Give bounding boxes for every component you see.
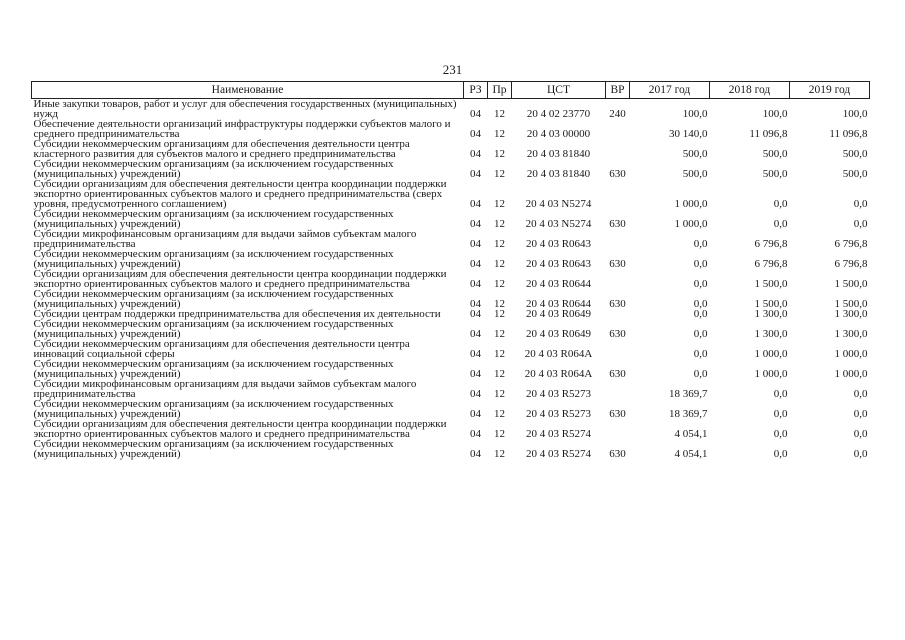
cell-cst: 20 4 03 81840 [526,148,591,160]
cell-rz: 04 [470,448,481,460]
budget-table [31,81,870,459]
cell-rz: 04 [470,408,481,420]
cell-rz: 04 [470,428,481,440]
cell-pr: 12 [494,328,505,340]
cell-pr: 12 [494,238,505,250]
cell-vr: 630 [609,408,626,420]
cell-rz: 04 [470,278,481,290]
cell-2018: 0,0 [773,448,788,460]
header-vr: ВР [606,82,630,99]
table-row [32,179,870,209]
cell-pr: 12 [494,168,505,180]
cell-2019: 1 000,0 [834,368,868,380]
cell-2017: 0,0 [693,238,708,250]
cell-2018: 500,0 [762,148,788,160]
cell-2019: 1 500,0 [834,278,868,290]
cell-cst: 20 4 03 R5274 [525,428,592,440]
cell-vr [606,419,630,439]
cell-cst: 20 4 02 23770 [526,108,591,120]
cell-2019: 0,0 [853,448,868,460]
cell-pr: 12 [494,388,505,400]
cell-vr [606,229,630,249]
cell-2018: 0,0 [773,428,788,440]
table-header-row [32,82,870,99]
cell-vr: 630 [609,448,626,460]
cell-2017: 500,0 [682,148,708,160]
cell-2018: 0,0 [773,218,788,230]
cell-2019: 0,0 [853,388,868,400]
cell-2017: 4 054,1 [674,448,708,460]
header-2018: 2018 год [710,82,790,99]
cell-pr: 12 [494,298,505,310]
cell-2019: 0,0 [853,198,868,210]
cell-pr: 12 [494,448,505,460]
cell-rz: 04 [470,218,481,230]
cell-name: Субсидии некоммерческим организациям (за исключением государственных (муниципальных) учреждений) [33,288,394,310]
table-row [32,229,870,249]
cell-cst: 20 4 03 R0649 [525,308,592,320]
table-row [32,379,870,399]
cell-2019: 0,0 [853,218,868,230]
cell-vr [606,269,630,289]
header-name: Наименование [32,82,464,99]
cell-2019: 500,0 [842,168,868,180]
cell-2017: 0,0 [693,278,708,290]
cell-vr: 630 [609,368,626,380]
cell-2017: 0,0 [693,308,708,320]
cell-rz: 04 [470,368,481,380]
cell-name: Субсидии некоммерческим организациям для обеспечения деятельности центра кластерного развития для субъектов малого и среднего предпринимательства [33,138,410,160]
cell-cst: 20 4 03 N5274 [525,218,592,230]
cell-pr: 12 [494,108,505,120]
cell-vr [606,339,630,359]
cell-vr [606,179,630,209]
table-row [32,289,870,309]
cell-vr: 630 [609,168,626,180]
cell-pr: 12 [494,198,505,210]
cell-vr [606,119,630,139]
cell-name: Субсидии некоммерческим организациям (за исключением государственных (муниципальных) учреждений) [33,248,394,270]
cell-2019: 100,0 [842,108,868,120]
table-row [32,319,870,339]
cell-pr: 12 [494,258,505,270]
cell-2018: 11 096,8 [749,128,788,140]
cell-2017: 500,0 [682,168,708,180]
cell-cst: 20 4 03 R0643 [525,238,592,250]
cell-vr: 240 [609,108,626,120]
table-row [32,99,870,120]
cell-vr [606,309,630,319]
cell-cst: 20 4 03 R0649 [525,328,592,340]
cell-rz: 04 [470,328,481,340]
cell-rz: 04 [470,308,481,320]
cell-2018: 1 500,0 [754,298,788,310]
cell-2018: 6 796,8 [754,258,788,270]
cell-cst: 20 4 03 N5274 [525,198,592,210]
cell-cst: 20 4 03 81840 [526,168,591,180]
cell-2018: 100,0 [762,108,788,120]
page-number: 231 [442,62,463,77]
cell-cst: 20 4 03 00000 [526,128,591,140]
cell-rz: 04 [470,258,481,270]
cell-rz: 04 [470,238,481,250]
cell-2019: 6 796,8 [834,238,868,250]
cell-name: Субсидии микрофинансовым организациям для выдачи займов субъектам малого предпринимательства [33,378,417,400]
cell-pr: 12 [494,428,505,440]
table-row [32,119,870,139]
cell-vr: 630 [609,258,626,270]
cell-rz: 04 [470,348,481,360]
header-pr: Пр [488,82,512,99]
cell-name: Субсидии некоммерческим организациям (за исключением государственных (муниципальных) учреждений) [33,158,394,180]
cell-name: Субсидии некоммерческим организациям (за исключением государственных (муниципальных) учреждений) [33,358,394,380]
header-cst: ЦСТ [512,82,606,99]
cell-2018: 1 000,0 [754,368,788,380]
cell-2018: 500,0 [762,168,788,180]
cell-2018: 1 300,0 [754,308,788,320]
table-row [32,209,870,229]
cell-pr: 12 [494,348,505,360]
cell-2018: 1 500,0 [754,278,788,290]
cell-name: Субсидии некоммерческим организациям (за исключением государственных (муниципальных) учреждений) [33,208,394,230]
table-body [32,99,870,460]
cell-name: Субсидии некоммерческим организациям (за исключением государственных (муниципальных) учреждений) [33,398,394,420]
cell-pr: 12 [494,148,505,160]
table-row [32,419,870,439]
cell-2019: 0,0 [853,408,868,420]
cell-2019: 500,0 [842,148,868,160]
cell-name: Обеспечение деятельности организаций инфраструктуры поддержки субъектов малого и среднего предпринимательства [33,118,451,140]
cell-cst: 20 4 03 R5273 [525,388,592,400]
cell-2018: 0,0 [773,408,788,420]
cell-2018: 6 796,8 [754,238,788,250]
cell-cst: 20 4 03 R0643 [525,258,592,270]
cell-pr: 12 [494,308,505,320]
table-row [32,159,870,179]
cell-vr: 630 [609,218,626,230]
cell-cst: 20 4 03 R0644 [525,278,592,290]
cell-2017: 0,0 [693,328,708,340]
cell-rz: 04 [470,148,481,160]
cell-pr: 12 [494,218,505,230]
cell-name: Субсидии некоммерческим организациям (за исключением государственных (муниципальных) учреждений) [33,318,394,340]
cell-cst: 20 4 03 R064A [524,368,593,380]
cell-name: Иные закупки товаров, работ и услуг для обеспечения государственных (муниципальных) нужд [33,98,457,120]
cell-name: Субсидии организациям для обеспечения деятельности центра координации поддержки экспортно ориентированных субъектов малого и среднего предпринимательства [33,418,447,440]
cell-2019: 1 000,0 [834,348,868,360]
cell-2019: 1 300,0 [834,308,868,320]
cell-name: Субсидии центрам поддержки предпринимательства для обеспечения их деятельности [33,308,441,320]
cell-name: Субсидии микрофинансовым организациям для выдачи займов субъектам малого предпринимательства [33,228,417,250]
cell-2018: 0,0 [773,198,788,210]
cell-2017: 0,0 [693,368,708,380]
cell-2017: 0,0 [693,348,708,360]
table-row [32,269,870,289]
header-2017: 2017 год [630,82,710,99]
cell-2019: 0,0 [853,428,868,440]
cell-2019: 6 796,8 [834,258,868,270]
table-row [32,399,870,419]
cell-name: Субсидии некоммерческим организациям (за исключением государственных (муниципальных) учреждений) [33,438,394,460]
cell-2017: 1 000,0 [674,218,708,230]
cell-pr: 12 [494,128,505,140]
table-row [32,139,870,159]
table-row [32,249,870,269]
cell-2017: 18 369,7 [669,408,708,420]
header-2019: 2019 год [790,82,870,99]
table-row [32,359,870,379]
cell-pr: 12 [494,278,505,290]
cell-rz: 04 [470,198,481,210]
cell-2017: 1 000,0 [674,198,708,210]
cell-2018: 1 300,0 [754,328,788,340]
cell-rz: 04 [470,298,481,310]
cell-2018: 1 000,0 [754,348,788,360]
table-row [32,339,870,359]
cell-2017: 18 369,7 [669,388,708,400]
cell-vr: 630 [609,328,626,340]
cell-pr: 12 [494,408,505,420]
cell-name: Субсидии организациям для обеспечения деятельности центра координации поддержки экспортно ориентированных субъектов малого и среднего предпринимательства [33,268,447,290]
cell-cst: 20 4 03 R5273 [525,408,592,420]
cell-2019: 1 300,0 [834,328,868,340]
cell-cst: 20 4 03 R5274 [525,448,592,460]
cell-rz: 04 [470,128,481,140]
header-rz: РЗ [464,82,488,99]
cell-2017: 100,0 [682,108,708,120]
cell-vr [606,139,630,159]
cell-rz: 04 [470,108,481,120]
cell-cst: 20 4 03 R0644 [525,298,592,310]
cell-vr: 630 [609,298,626,310]
cell-2017: 30 140,0 [669,128,708,140]
table-row [32,439,870,459]
cell-2017: 4 054,1 [674,428,708,440]
cell-2017: 0,0 [693,298,708,310]
cell-2019: 1 500,0 [834,298,868,310]
cell-pr: 12 [494,368,505,380]
cell-name: Субсидии организациям для обеспечения деятельности центра координации поддержки экспортно ориентированных субъектов малого и среднего предпринимательства (сверх уровня, предусмотренного соглашением) [33,178,447,210]
cell-rz: 04 [470,388,481,400]
cell-2018: 0,0 [773,388,788,400]
cell-name: Субсидии некоммерческим организациям для обеспечения деятельности центра инноваций социальной сферы [33,338,410,360]
cell-vr [606,379,630,399]
cell-2017: 0,0 [693,258,708,270]
cell-rz: 04 [470,168,481,180]
cell-cst: 20 4 03 R064A [524,348,593,360]
cell-2019: 11 096,8 [829,128,868,140]
